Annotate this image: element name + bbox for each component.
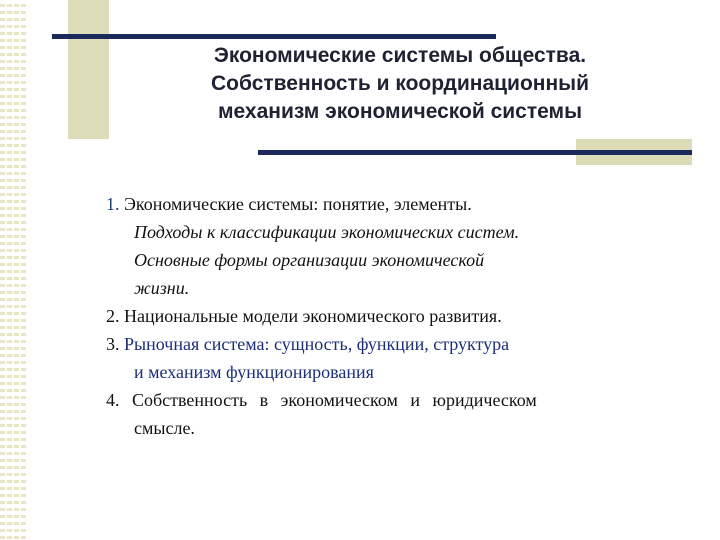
list-item-1-text-1: Экономические системы: понятие, элементы. bbox=[124, 194, 472, 214]
topic-list bbox=[106, 190, 666, 442]
decorative-stripes-overlay bbox=[0, 0, 26, 540]
list-item-4-line-1 bbox=[106, 386, 666, 414]
list-item-3 bbox=[106, 330, 666, 386]
decorative-rule-top bbox=[52, 34, 496, 39]
list-item-4-number: 4. bbox=[106, 390, 120, 410]
list-item-3-number: 3. bbox=[106, 334, 120, 354]
list-item-2-number: 2. bbox=[106, 306, 120, 326]
list-item-1 bbox=[106, 190, 666, 302]
list-item-1-number: 1. bbox=[106, 194, 120, 214]
decorative-rule-bottom bbox=[258, 150, 692, 155]
list-item-4 bbox=[106, 386, 666, 442]
list-item-3-line-1 bbox=[106, 330, 666, 358]
list-item-3-text-1: Рыночная система: сущность, функции, структура bbox=[124, 334, 510, 354]
slide-title-line-3: механизм экономической системы bbox=[217, 100, 582, 123]
slide-title-line-1: Экономические системы общества. bbox=[213, 44, 587, 67]
list-item-1-line-2: Подходы к классификации экономических систем. bbox=[134, 222, 520, 242]
list-item-1-line-1 bbox=[106, 190, 666, 218]
slide-title bbox=[140, 42, 660, 126]
list-item-2-line-1 bbox=[106, 302, 666, 330]
list-item-4-text-1: Собственность в экономическом и юридическом bbox=[132, 390, 537, 410]
list-item-1-line-3: Основные формы организации экономической bbox=[134, 250, 485, 270]
list-item-2-text-1: Национальные модели экономического развития. bbox=[124, 306, 502, 326]
list-item-2 bbox=[106, 302, 666, 330]
decorative-block-top bbox=[68, 0, 109, 139]
list-item-4-line-2: смысле. bbox=[134, 418, 195, 438]
list-item-3-line-2: и механизм функционирования bbox=[134, 362, 374, 382]
list-item-1-line-4: жизни. bbox=[134, 278, 190, 298]
slide-title-line-2: Собственность и координационный bbox=[211, 72, 589, 95]
